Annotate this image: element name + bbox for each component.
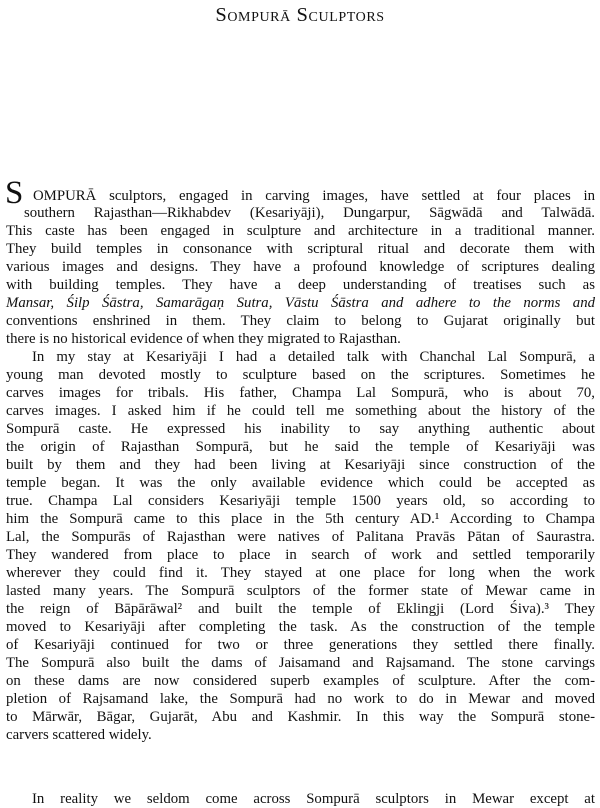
text-line: the origin of Rajasthan Sompurā, but he said the temple of Kesariyāji was <box>6 439 595 455</box>
text-line: there is no historical evidence of when they migrated to Rajasthan. <box>6 331 401 347</box>
text-line: pletion of Rajsamand lake, the Sompurā had no work to do in Mewar and moved <box>6 691 595 707</box>
text-line: In reality we seldom come across Sompurā sculptors in Mewar except at <box>32 791 595 807</box>
text-line: the reign of Bāpārāwal² and built the temple of Eklingji (Lord Śiva).³ They <box>6 601 595 617</box>
text-line: with building temples. They have a deep understanding of treatises such as <box>6 277 595 293</box>
text-line: carves images for tribals. His father, Champa Lal Sompurā, who is about 70, <box>6 385 595 401</box>
text-line: In my stay at Kesariyāji I had a detailed talk with Chanchal Lal Sompurā, a <box>32 349 595 365</box>
chapter-title: Sompurā Sculptors <box>215 4 385 26</box>
text-line: southern Rajasthan—Rikhabdev (Kesariyāji), Dungarpur, Sāgwādā and Talwādā. <box>24 205 595 221</box>
text-line: They wandered from place to place in search of work and settled temporarily <box>6 547 595 563</box>
text-line: This caste has been engaged in sculpture and architecture in a traditional manner. <box>6 223 595 239</box>
text-line: conventions enshrined in them. They claim to belong to Gujarat originally but <box>6 313 595 329</box>
text-line: Sompurā caste. He expressed his inability to say anything authentic about <box>6 421 595 437</box>
text-line: lasted many years. The Sompurā sculptors of the former state of Mewar came in <box>6 583 595 599</box>
text-line: OMPURĀ sculptors, engaged in carving images, have settled at four places in <box>33 188 595 204</box>
text-line: to Mārwār, Bāgar, Gujarāt, Abu and Kashmir. In this way the Sompurā stone- <box>6 709 595 725</box>
text-line: of Kesariyāji continued for two or three generations they settled there finally. <box>6 637 595 653</box>
text-line: true. Champa Lal considers Kesariyāji temple 1500 years old, so according to <box>6 493 595 509</box>
text-line: Lal, the Sompurās of Rajasthan were natives of Palitana Pravās Pātan of Saurastra. <box>6 529 595 545</box>
text-line: carves images. I asked him if he could tell me something about the history of the <box>6 403 595 419</box>
drop-cap: S <box>5 175 24 211</box>
text-line: They build temples in consonance with scriptural ritual and decorate them with <box>6 241 595 257</box>
text-line: moved to Kesariyāji after completing the task. As the construction of the temple <box>6 619 595 635</box>
text-line: The Sompurā also built the dams of Jaisamand and Rajsamand. The stone carvings <box>6 655 595 671</box>
text-line: carvers scattered widely. <box>6 727 152 743</box>
text-line: wherever they could find it. They stayed at one place for long when the work <box>6 565 595 581</box>
text-line: him the Sompurā came to this place in the 5th century AD.¹ According to Champa <box>6 511 595 527</box>
text-line: Mansar, Śilp Śāstra, Samarāgaṇ Sutra, Vāstu Śāstra and adhere to the norms and <box>6 295 595 311</box>
text-line: temple began. It was the only available evidence which could be accepted as <box>6 475 595 491</box>
text-line: built by them and they had been living at Kesariyāji since construction of the <box>6 457 595 473</box>
text-line: on these dams are now considered superb examples of sculpture. After the com- <box>6 673 595 689</box>
text-line: various images and designs. They have a profound knowledge of scriptures dealing <box>6 259 595 275</box>
text-line: young man devoted mostly to sculpture based on the scriptures. Sometimes he <box>6 367 595 383</box>
